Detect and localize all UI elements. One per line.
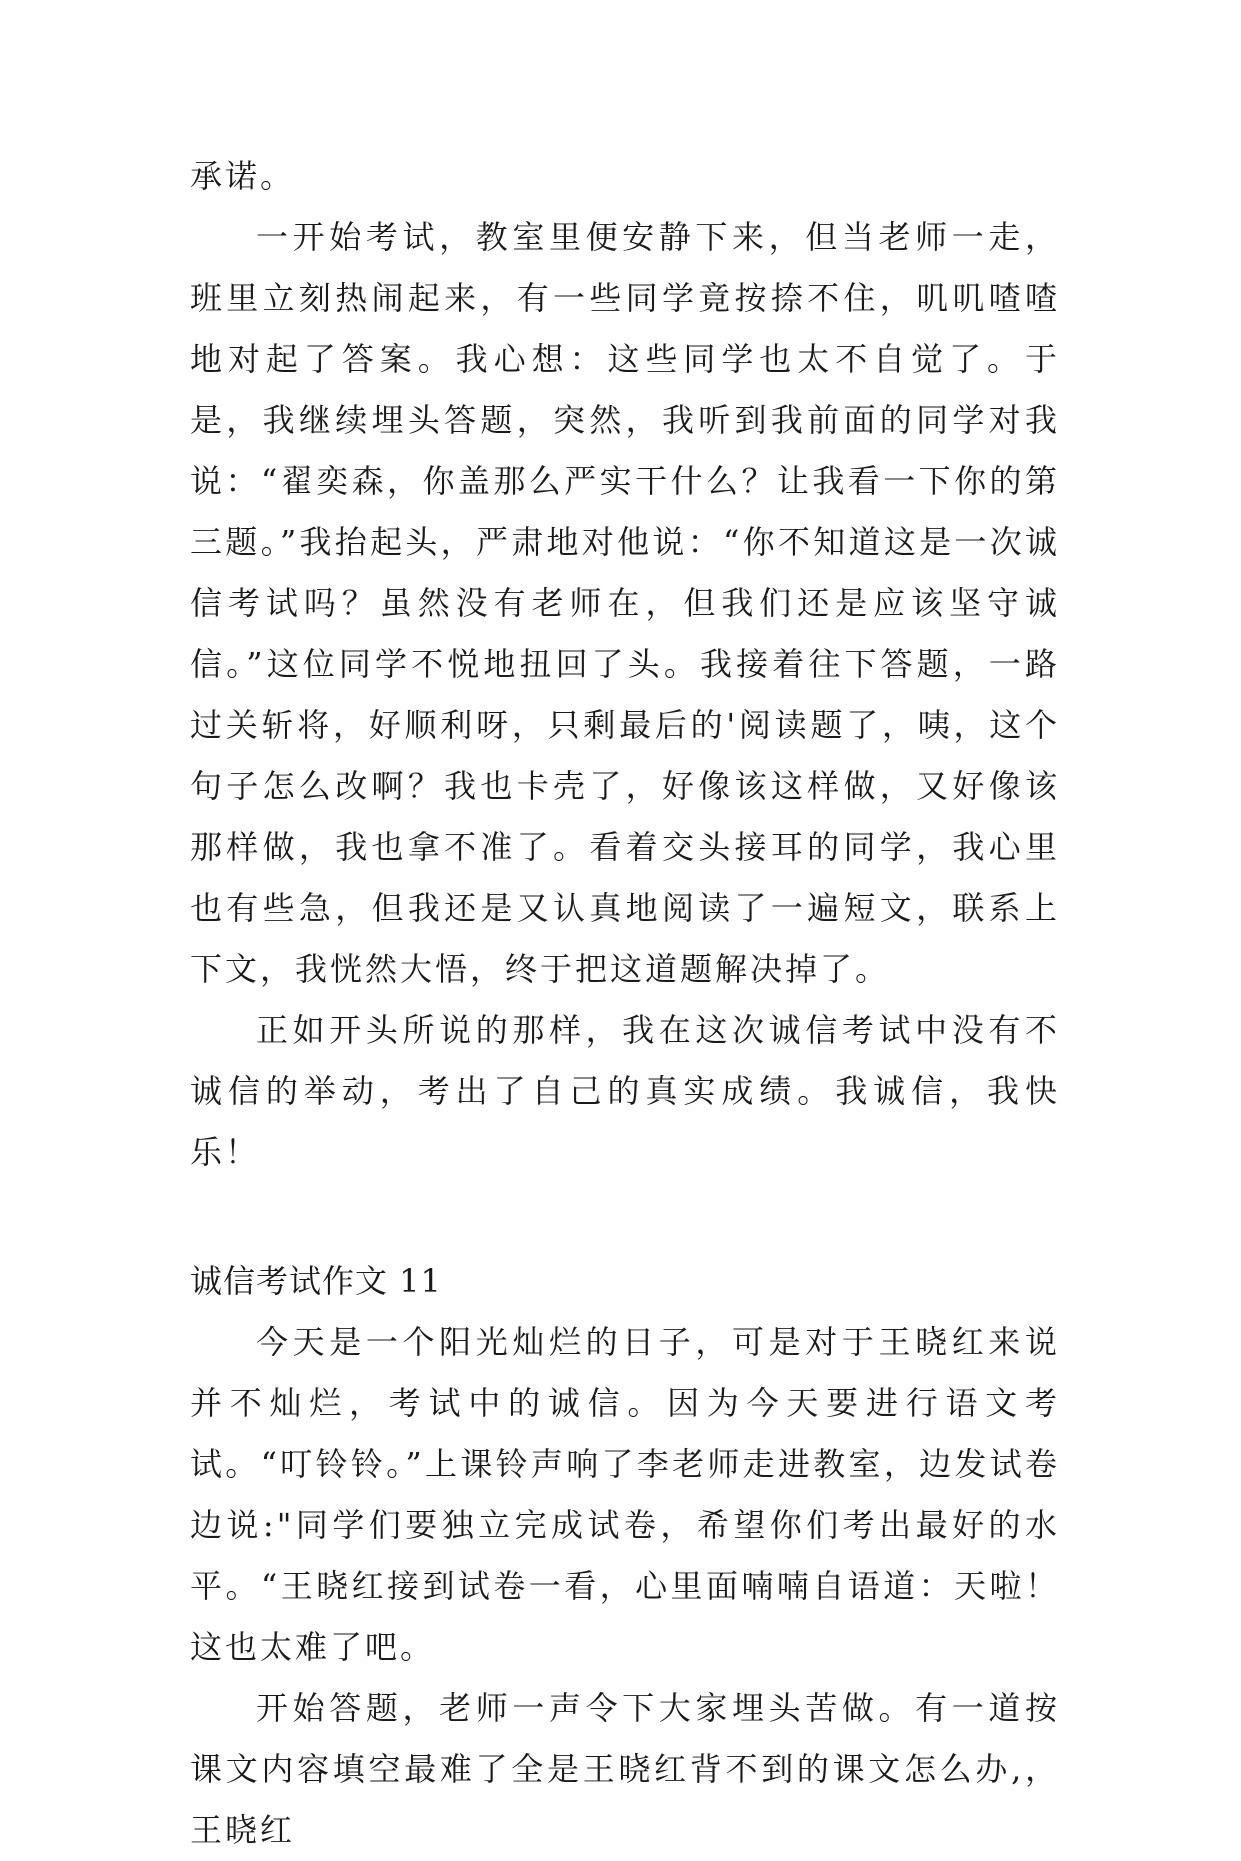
paragraph-exam-story: 一开始考试，教室里便安静下来，但当老师一走，班里立刻热闹起来，有一些同学竟按捺不住，叽叽喳喳地对起了答案。我心想：这些同学也太不自觉了。于是，我继续埋头答题，突然，我听到我前面的同学对我说：“翟奕森，你盖那么严实干什么？让我看一下你的第三题。”我抬起头，严肃地对他说：“你不知道这是一次诚信考试吗？虽然没有老师在，但我们还是应该坚守诚信。”这位同学不悦地扭回了头。我接着往下答题，一路过关斩将，好顺利呀，只剩最后的'阅读题了，咦，这个句子怎么改啊？我也卡壳了，好像该这样做，又好像该那样做，我也拿不准了。看着交头接耳的同学，我心里也有些急，但我还是又认真地阅读了一遍短文，联系上下文，我恍然大悟，终于把这道题解决掉了。 (190, 218, 1060, 988)
paragraph-conclusion: 正如开头所说的那样，我在这次诚信考试中没有不诚信的举动，考出了自己的真实成绩。我诚信，我快乐！ (190, 1011, 1060, 1171)
document-body (190, 146, 1060, 1861)
paragraph-answering: 开始答题，老师一声令下大家埋头苦做。有一道按课文内容填空最难了全是王晓红背不到的课文怎么办,，王晓红 (190, 1689, 1060, 1849)
section-title: 诚信考试作文 11 (190, 1262, 442, 1300)
paragraph-continuation: 承诺。 (190, 157, 296, 195)
paragraph-intro: 今天是一个阳光灿烂的日子，可是对于王晓红来说并不灿烂，考试中的诚信。因为今天要进行语文考试。“叮铃铃。”上课铃声响了李老师走进教室，边发试卷边说:"同学们要独立完成试卷，希望你们考出最好的水平。“王晓红接到试卷一看，心里面喃喃自语道：天啦！这也太难了吧。 (190, 1323, 1060, 1666)
